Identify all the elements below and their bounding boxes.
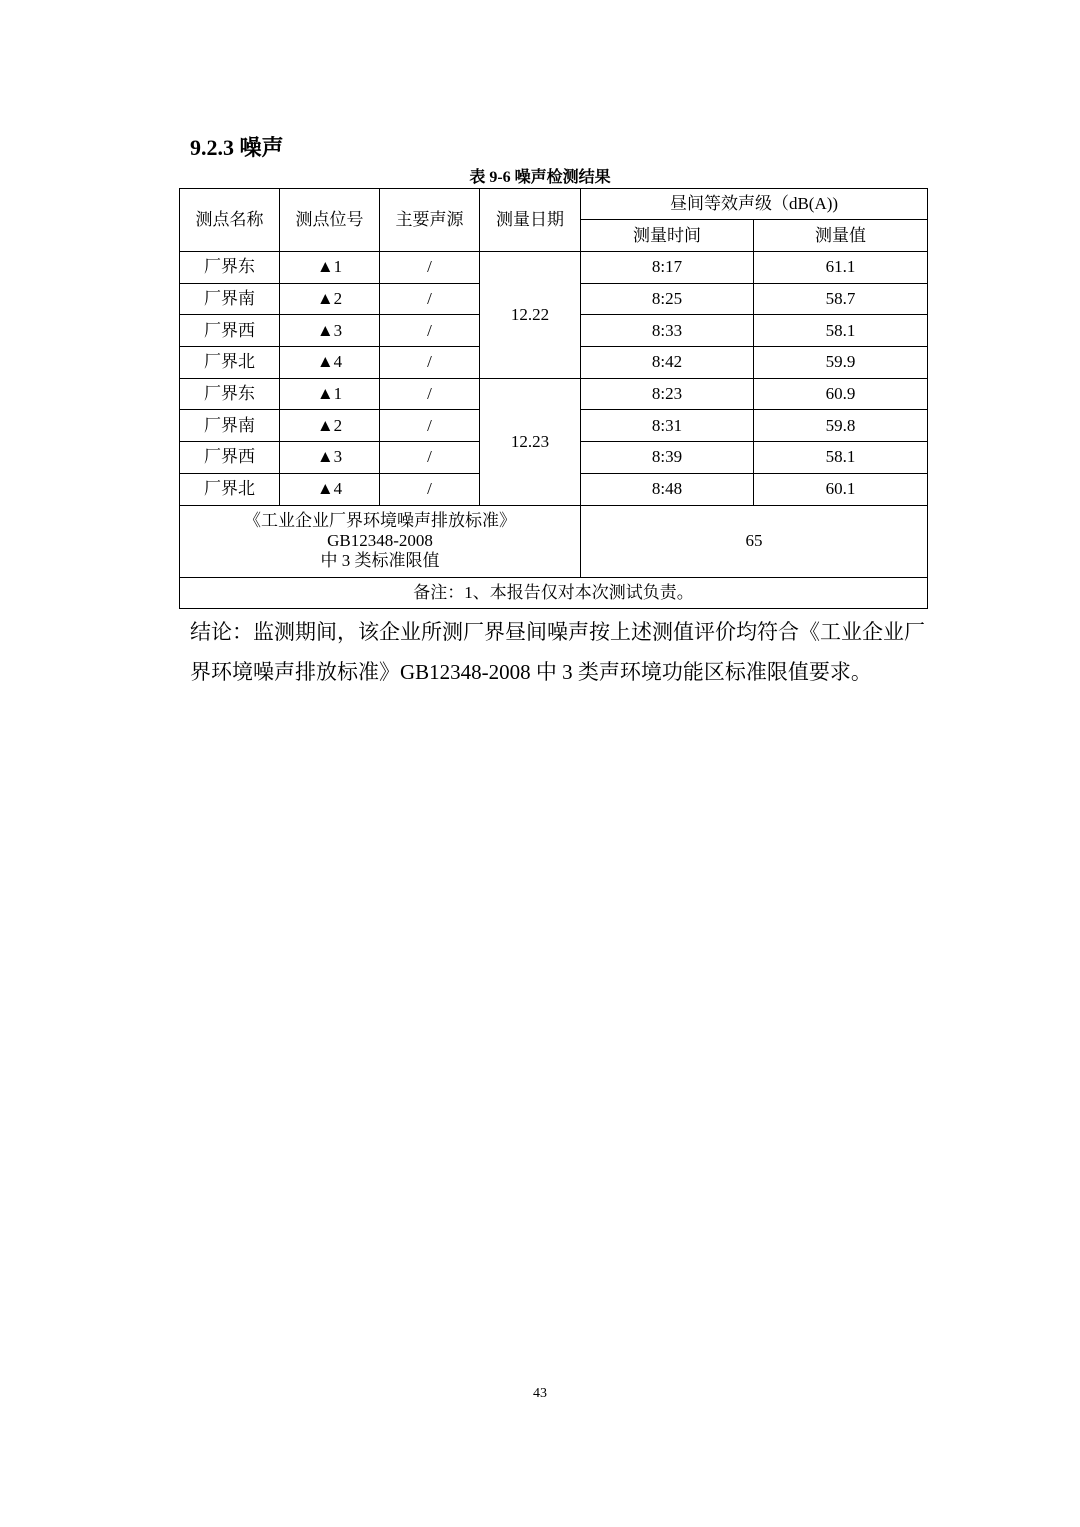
cell-time: 8:17 (581, 252, 754, 284)
cell-source: / (380, 410, 480, 442)
table-header-row (180, 189, 928, 220)
section-title: 9.2.3 噪声 (190, 135, 284, 160)
noise-results-table (179, 188, 928, 609)
cell-value: 58.7 (754, 283, 928, 315)
cell-source: / (380, 473, 480, 505)
header-point-name: 测点名称 (180, 189, 280, 252)
cell-value: 59.9 (754, 347, 928, 379)
cell-date: 12.22 (480, 252, 581, 379)
cell-time: 8:48 (581, 473, 754, 505)
cell-point: ▲1 (280, 378, 380, 410)
standard-limit-value: 65 (581, 505, 928, 577)
standard-code: GB12348-2008 (327, 531, 433, 550)
cell-source: / (380, 442, 480, 474)
standard-row (180, 505, 928, 577)
cell-time: 8:42 (581, 347, 754, 379)
header-measure-value: 测量值 (754, 220, 928, 252)
header-main-source: 主要声源 (380, 189, 480, 252)
cell-point: ▲4 (280, 473, 380, 505)
cell-point: ▲2 (280, 283, 380, 315)
note-row (180, 577, 928, 608)
header-measure-date: 测量日期 (480, 189, 581, 252)
cell-time: 8:33 (581, 315, 754, 347)
cell-source: / (380, 315, 480, 347)
cell-time: 8:31 (581, 410, 754, 442)
cell-time: 8:23 (581, 378, 754, 410)
cell-value: 59.8 (754, 410, 928, 442)
cell-point: ▲3 (280, 315, 380, 347)
table-row (180, 252, 928, 284)
cell-time: 8:25 (581, 283, 754, 315)
standard-class: 中 3 类标准限值 (320, 551, 440, 570)
table-note: 备注：1、本报告仅对本次测试负责。 (180, 577, 928, 608)
standard-label (180, 505, 581, 577)
cell-point: ▲2 (280, 410, 380, 442)
cell-name: 厂界东 (180, 378, 280, 410)
cell-name: 厂界北 (180, 473, 280, 505)
conclusion-paragraph: 结论：监测期间，该企业所测厂界昼间噪声按上述测值评价均符合《工业企业厂界环境噪声排放标准》GB12348-2008 中 3 类声环境功能区标准限值要求。 (190, 620, 925, 684)
cell-point: ▲4 (280, 347, 380, 379)
page-number: 43 (533, 1386, 547, 1401)
cell-value: 60.1 (754, 473, 928, 505)
cell-source: / (380, 283, 480, 315)
cell-name: 厂界南 (180, 410, 280, 442)
cell-point: ▲3 (280, 442, 380, 474)
cell-source: / (380, 378, 480, 410)
standard-name: 《工业企业厂界环境噪声排放标准》 (244, 511, 516, 530)
cell-value: 58.1 (754, 315, 928, 347)
header-point-number: 测点位号 (280, 189, 380, 252)
cell-value: 60.9 (754, 378, 928, 410)
cell-name: 厂界东 (180, 252, 280, 284)
cell-name: 厂界北 (180, 347, 280, 379)
cell-name: 厂界西 (180, 315, 280, 347)
cell-name: 厂界南 (180, 283, 280, 315)
cell-value: 58.1 (754, 442, 928, 474)
cell-point: ▲1 (280, 252, 380, 284)
cell-name: 厂界西 (180, 442, 280, 474)
cell-value: 61.1 (754, 252, 928, 284)
header-measure-time: 测量时间 (581, 220, 754, 252)
cell-time: 8:39 (581, 442, 754, 474)
cell-source: / (380, 252, 480, 284)
header-daytime-level: 昼间等效声级（dB(A)) (581, 189, 928, 220)
cell-date: 12.23 (480, 378, 581, 505)
cell-source: / (380, 347, 480, 379)
table-row (180, 378, 928, 410)
table-caption: 表 9-6 噪声检测结果 (469, 169, 611, 186)
